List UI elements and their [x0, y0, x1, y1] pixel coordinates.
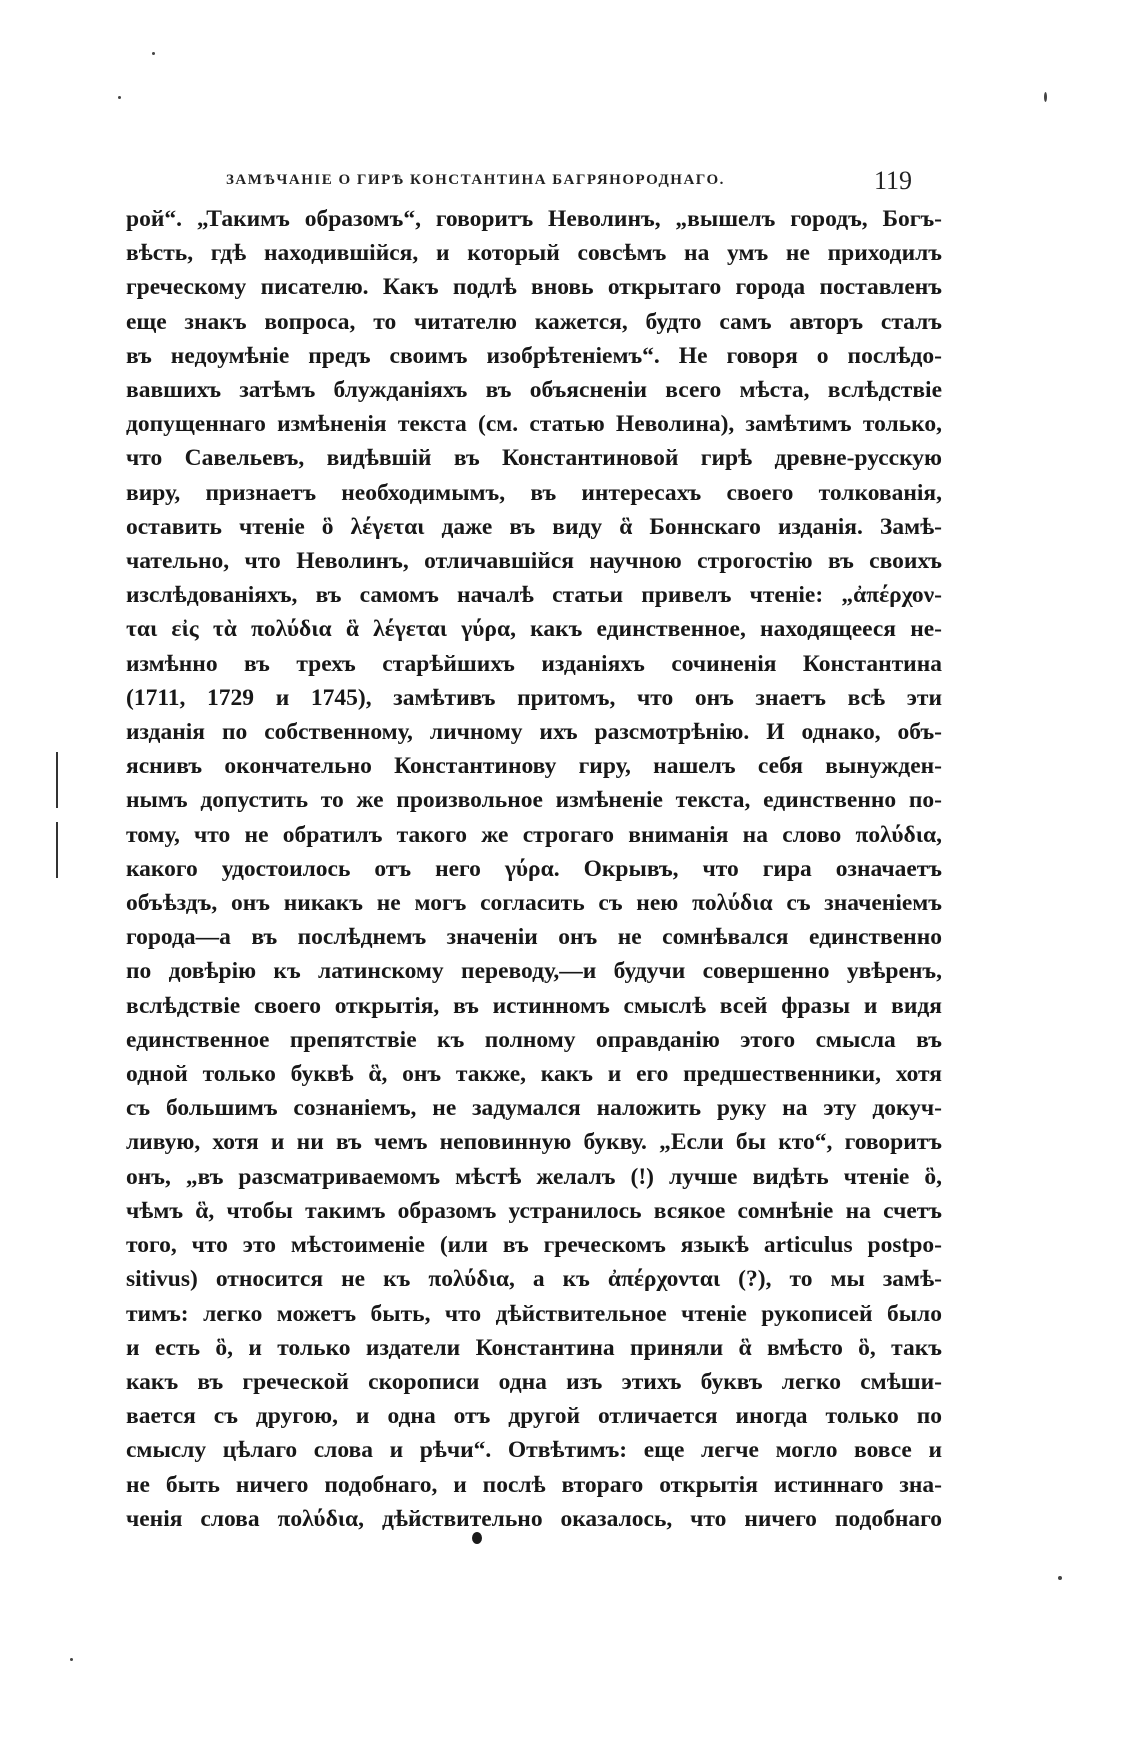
- text-line: съ большимъ сознаніемъ, не задумался наложить руку на эту докуч-: [126, 1095, 942, 1122]
- text-line: тимъ: легко можетъ быть, что дѣйствительное чтеніе рукописей было: [126, 1300, 942, 1327]
- text-line: по довѣрію къ латинскому переводу,—и будучи совершенно увѣренъ,: [126, 958, 942, 985]
- text-line: того, что это мѣстоименіе (или въ греческомъ языкѣ articulus postpo-: [126, 1232, 942, 1259]
- text-line: (1711, 1729 и 1745), замѣтивъ притомъ, что онъ знаетъ всѣ эти: [126, 684, 942, 711]
- text-line: смыслу цѣлаго слова и рѣчи“. Отвѣтимъ: еще легче могло вовсе и: [126, 1437, 942, 1464]
- text-line: еще знакъ вопроса, то читателю кажется, будто самъ авторъ сталъ: [126, 308, 942, 335]
- scan-speck: [1044, 92, 1047, 102]
- text-line: sitivus) относится не къ πολύδια, а къ ἀπέρχονται (?), то мы замѣ-: [126, 1266, 942, 1293]
- text-line: онъ, „въ разсматриваемомъ мѣстѣ желалъ (!) лучше видѣть чтеніе ὃ,: [126, 1163, 942, 1190]
- margin-rule-left-2: [56, 822, 58, 878]
- text-line: города—а въ послѣднемъ значеніи онъ не сомнѣвался единственно: [126, 924, 942, 951]
- text-line: не быть ничего подобнаго, и послѣ втораго открытія истиннаго зна-: [126, 1471, 942, 1498]
- text-line: какого удостоилось отъ него γύρα. Окрывъ, что гира означаетъ: [126, 855, 942, 882]
- text-line: чѣмъ ἃ, чтобы такимъ образомъ устранилось всякое сомнѣніе на счетъ: [126, 1197, 942, 1224]
- text-line: нымъ допустить то же произвольное измѣненіе текста, единственно по-: [126, 787, 942, 814]
- running-head: ЗАМѢЧАНІЕ О ГИРѢ КОНСТАНТИНА БАГРЯНОРОДНАГО.: [226, 172, 725, 188]
- text-line: и есть ὃ, и только издатели Константина приняли ἃ вмѣсто ὃ, такъ: [126, 1334, 942, 1361]
- page-number: 119: [874, 166, 913, 195]
- text-line: вавшихъ затѣмъ блужданіяхъ въ объясненіи всего мѣста, вслѣдствіе: [126, 377, 942, 404]
- text-line: ченія слова πολύδια, дѣйствительно оказалось, что ничего подобнаго: [126, 1505, 942, 1532]
- text-line: вѣсть, гдѣ находившійся, и который совсѣмъ на умъ не приходилъ: [126, 240, 942, 267]
- text-line: вслѣдствіе своего открытія, въ истинномъ смыслѣ всей фразы и видя: [126, 992, 942, 1019]
- text-line: оставить чтеніе ὃ λέγεται даже въ виду ἃ Боннскаго изданія. Замѣ-: [126, 513, 942, 540]
- text-line: тому, что не обратилъ такого же строгаго вниманія на слово πολύδια,: [126, 821, 942, 848]
- text-line: изданія по собственному, личному ихъ разсмотрѣнію. И однако, объ-: [126, 719, 942, 746]
- text-line: греческому писателю. Какъ подлѣ вновь открытаго города поставленъ: [126, 274, 942, 301]
- text-line: ται εἰς τὰ πολύδια ἃ λέγεται γύρα, какъ единственное, находящееся не-: [126, 616, 942, 643]
- text-line: измѣнно въ трехъ старѣйшихъ изданіяхъ сочиненія Константина: [126, 650, 942, 677]
- scan-speck: [1058, 1576, 1062, 1580]
- text-line: единственное препятствіе къ полному оправданію этого смысла въ: [126, 1026, 942, 1053]
- text-line: допущеннаго измѣненія текста (см. статью Неволина), замѣтимъ только,: [126, 411, 942, 438]
- bottom-ornament-dot: [472, 1532, 482, 1544]
- text-line: изслѣдованіяхъ, въ самомъ началѣ статьи привелъ чтеніе: „ἀπέρχον-: [126, 582, 942, 609]
- text-line: виру, признаетъ необходимымъ, въ интересахъ своего толкованія,: [126, 479, 942, 506]
- text-line: чательно, что Неволинъ, отличавшійся научною строгостію въ своихъ: [126, 548, 942, 575]
- text-line: ливую, хотя и ни въ чемъ неповинную букву. „Если бы кто“, говоритъ: [126, 1129, 942, 1156]
- scan-speck: [70, 1658, 73, 1661]
- margin-rule-left-1: [56, 752, 58, 808]
- text-line: яснивъ окончательно Константинову гиру, нашелъ себя вынужден-: [126, 753, 942, 780]
- text-line: какъ въ греческой скорописи одна изъ этихъ буквъ легко смѣши-: [126, 1368, 942, 1395]
- text-line: что Савельевъ, видѣвшій въ Константиновой гирѣ древне-русскую: [126, 445, 942, 472]
- scan-speck: [152, 52, 155, 55]
- body-text: [126, 202, 942, 1536]
- text-line: въ недоумѣніе предъ своимъ изобрѣтеніемъ“. Не говоря о послѣдо-: [126, 342, 942, 369]
- text-line: объѣздъ, онъ никакъ не могъ согласить съ нею πολύδια съ значеніемъ: [126, 890, 942, 917]
- text-line: одной только буквѣ ἃ, онъ также, какъ и его предшественники, хотя: [126, 1061, 942, 1088]
- scan-speck: [118, 96, 121, 99]
- text-line: вается съ другою, и одна отъ другой отличается иногда только по: [126, 1403, 942, 1430]
- text-line: рой“. „Такимъ образомъ“, говоритъ Неволинъ, „вышелъ городъ, Богъ-: [126, 206, 942, 232]
